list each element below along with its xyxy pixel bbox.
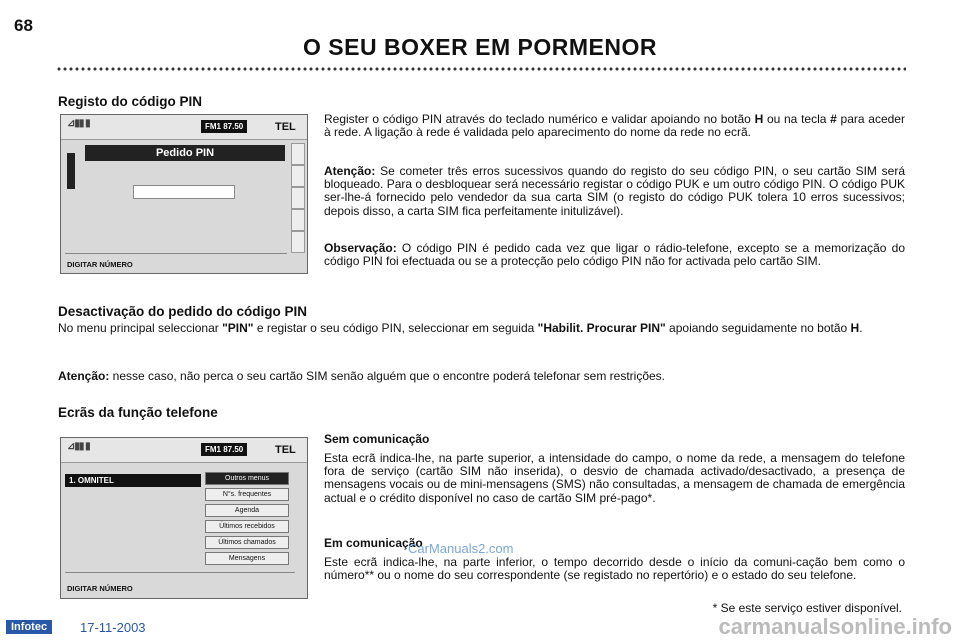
phone-menu-screen-image	[60, 437, 308, 599]
infotec-logo: Infotec	[6, 620, 52, 634]
side-indicator	[291, 209, 305, 231]
deactivation-paragraph: No menu principal seleccionar "PIN" e registar o seu código PIN, seleccionar em seguida "Habilit. Procurar PIN" apoiando seguidamente no botão H.	[58, 321, 863, 335]
side-indicator	[291, 187, 305, 209]
page-number: 68	[14, 16, 33, 35]
deactivation-warning: Atenção: nesse caso, não perca o seu cartão SIM senão alguém que o encontre poderá telefonar sem restrições.	[58, 369, 665, 383]
page-title: O SEU BOXER EM PORMENOR	[303, 34, 657, 60]
heading-pin-deactivation: Desactivação do pedido do código PIN	[58, 304, 308, 319]
screen-divider	[65, 253, 287, 254]
footnote: * Se este serviço estiver disponível.	[712, 601, 902, 615]
menu-item-messages: Mensagens	[205, 552, 289, 565]
in-call-paragraph: Este ecrã indica-lhe, na parte inferior, o tempo decorrido desde o início da comuni-cação bem como o número** ou o nome do seu correspondente (se registado no repertório) e o estado do seu telefone.	[324, 555, 905, 583]
heading-phone-screens: Ecrãs da função telefone	[58, 405, 218, 420]
footer-date: 17-11-2003	[80, 620, 146, 635]
menu-item-last-called: Últimos chamados	[205, 536, 289, 549]
footer-site-watermark: carmanualsonline.info	[718, 614, 952, 639]
no-call-heading: Sem comunicação	[324, 432, 430, 446]
pin-paragraph: Register o código PIN através do teclado numérico e validar apoiando no botão H ou na tecla # para aceder à rede. A ligação à rede é validada pelo aparecimento do nome da rede no ecrã.	[324, 112, 905, 140]
screen-status-bar	[61, 115, 307, 140]
side-indicator	[291, 231, 305, 253]
in-call-heading: Em comunicação	[324, 536, 423, 550]
menu-item-other-menus: Outros menus	[205, 472, 289, 485]
side-indicator	[291, 143, 305, 165]
antenna-icon: ⊿▮▮ ▮	[67, 118, 90, 129]
menu-item-agenda: Agenda	[205, 504, 289, 517]
pin-warning: Atenção: Se cometer três erros sucessivos quando do registo do seu código PIN, o seu cartão SIM será bloqueado. Para o desbloquear será necessário registar o código PUK e um outro código PIN. O código PUK ser-lhe-á fornecido pelo vendedor da sua carta SIM (o registo do código PUK tolera 10 erros sucessivos; depois disso, a carta SIM fica perfeitamente initulizável).	[324, 164, 906, 218]
heading-pin-registration: Registo do código PIN	[58, 94, 202, 109]
network-name: 1. OMNITEL	[65, 474, 201, 487]
left-marker	[67, 153, 75, 189]
watermark: CarManuals2.com	[408, 541, 514, 556]
dial-number-label: DIGITAR NÚMERO	[67, 584, 133, 593]
menu-item-last-received: Últimos recebidos	[205, 520, 289, 533]
radio-frequency: FM1 87.50	[201, 120, 247, 133]
screen-status-bar	[61, 438, 307, 463]
side-indicator	[291, 165, 305, 187]
screen-divider	[65, 572, 295, 573]
pin-screen-image	[60, 114, 308, 274]
tel-label: TEL	[275, 121, 296, 133]
dotted-divider	[56, 66, 906, 72]
dial-number-label: DIGITAR NÚMERO	[67, 260, 133, 269]
radio-frequency: FM1 87.50	[201, 443, 247, 456]
antenna-icon: ⊿▮▮ ▮	[67, 441, 90, 452]
pin-input-box	[133, 185, 235, 199]
pin-request-bar: Pedido PIN	[85, 145, 285, 161]
tel-label: TEL	[275, 444, 296, 456]
menu-item-frequent-numbers: N°s. frequentes	[205, 488, 289, 501]
no-call-paragraph: Esta ecrã indica-lhe, na parte superior, a intensidade do campo, o nome da rede, a mensagem do telefone fora de serviço (cartão SIM não inserida), o desvio de chamada activado/desactivado, a presença de mensagens vocais ou de mini-mensagens (SMS) não consultadas, a mensagem de chamada de emergência actual e o crédito disponível no caso de cartão SIM pré-pago*.	[324, 451, 905, 505]
pin-observation: Observação: O código PIN é pedido cada vez que ligar o rádio-telefone, excepto se a memorização do código PIN foi efectuada ou se a protecção pelo código PIN não for activada pelo cartão SIM.	[324, 241, 905, 269]
